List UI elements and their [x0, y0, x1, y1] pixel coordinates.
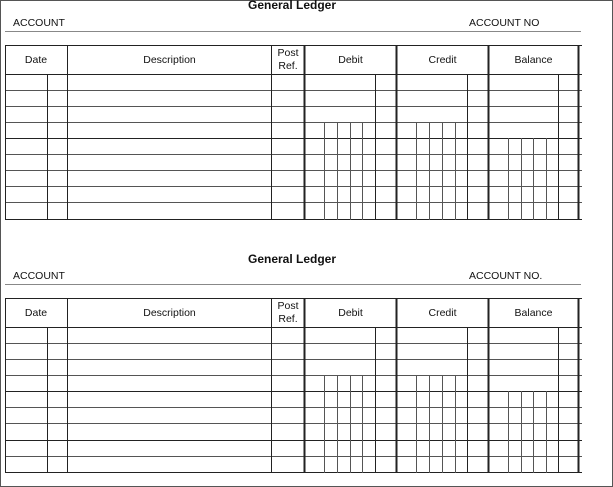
ledger-top-date-header: Date — [24, 54, 48, 66]
ledger-bottom-debit-header: Debit — [338, 307, 363, 319]
ledger-top-account-no-label: ACCOUNT NO — [469, 17, 540, 29]
ledger-bottom-account-no-label: ACCOUNT NO. — [469, 270, 543, 282]
ledger-bottom-title: General Ledger — [247, 252, 337, 266]
ledger-bottom-credit-header: Credit — [428, 307, 457, 319]
ledger-bottom-ref-header: Ref. — [278, 313, 298, 325]
ledger-top-account-label: ACCOUNT — [13, 17, 65, 29]
ledger-bottom-post-header: Post — [277, 300, 299, 312]
ledger-top-description-header: Description — [143, 54, 196, 66]
ledger-bottom-description-header: Description — [143, 307, 196, 319]
ledger-bottom-date-header: Date — [24, 307, 48, 319]
ledger-bottom-account-label: ACCOUNT — [13, 270, 65, 282]
ledger-top-title: General Ledger — [247, 0, 337, 12]
ledger-top-ref-header: Ref. — [278, 60, 298, 72]
ledger-bottom-balance-header: Balance — [514, 307, 553, 319]
ledger-top-balance-header: Balance — [514, 54, 553, 66]
ledger-top-credit-header: Credit — [428, 54, 457, 66]
ledger-top-debit-header: Debit — [338, 54, 363, 66]
ledger-top-post-header: Post — [277, 47, 299, 59]
